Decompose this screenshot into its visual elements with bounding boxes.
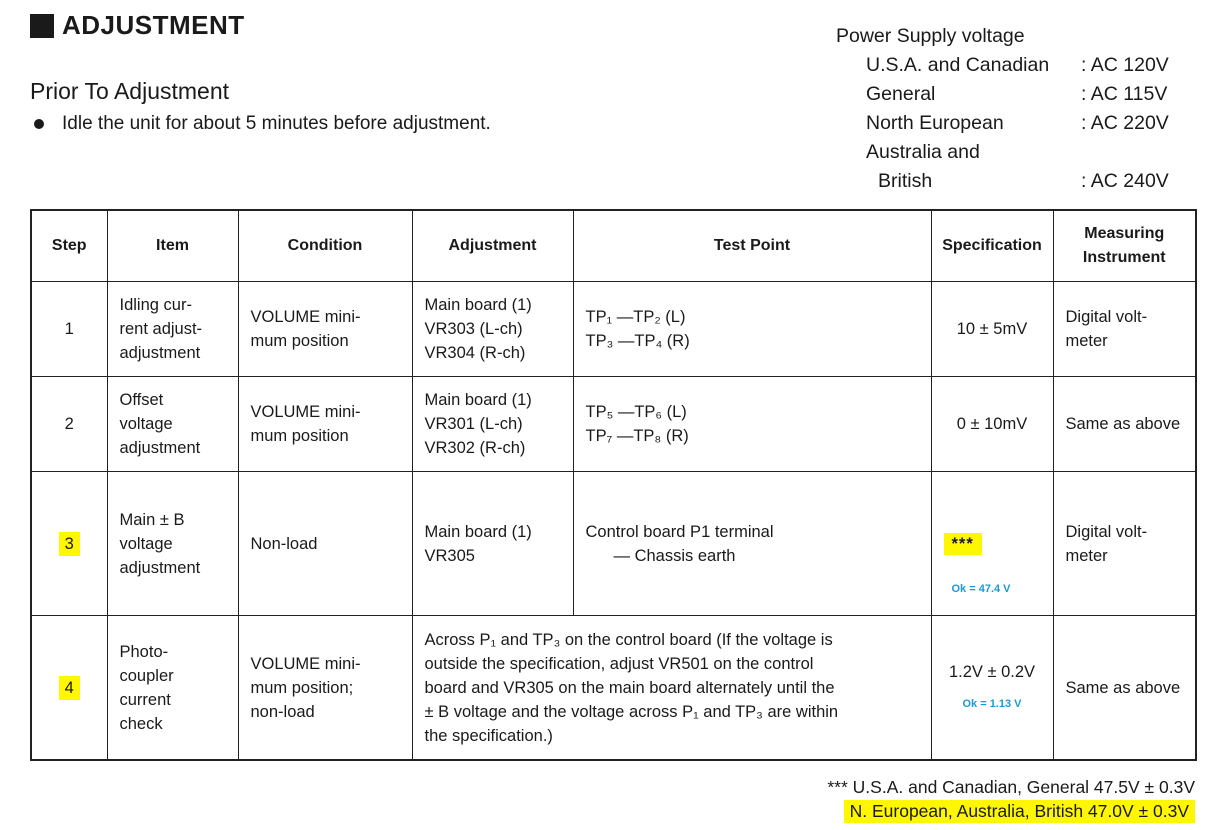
step-highlight: 3 [59, 532, 80, 556]
instrument-line: meter [1065, 546, 1108, 565]
page-title: ADJUSTMENT [62, 10, 245, 40]
header-condition: Condition [238, 210, 412, 282]
power-label: General [866, 83, 936, 105]
adjustment-line: ± B voltage and the voltage across P₁ and TP₃ are within [424, 702, 839, 721]
adjustment-cell [412, 282, 573, 377]
adjustment-line: Main board (1) [424, 296, 532, 314]
test-point-line: TP₃ —TP₄ (R) [585, 332, 690, 350]
condition-line: mum position; [250, 678, 354, 697]
power-value: : AC 240V [1081, 170, 1169, 192]
test-point-cell [573, 282, 931, 377]
power-label: North European [866, 112, 1004, 134]
adjustment-line: VR304 (R-ch) [424, 344, 526, 362]
power-row [836, 51, 1191, 80]
adjustment-line: board and VR305 on the main board alternately until the [424, 678, 835, 697]
power-value: : AC 220V [1081, 112, 1169, 134]
power-row [836, 80, 1191, 109]
adjustment-line: Across P₁ and TP₃ on the control board (If the voltage is [424, 630, 833, 649]
instrument-line: Digital volt- [1065, 522, 1148, 541]
instrument-cell: Same as above [1053, 616, 1196, 761]
instrument-cell [1053, 472, 1196, 616]
table-row [31, 472, 1196, 616]
step-cell [31, 616, 107, 761]
bullet-dot-icon [34, 119, 44, 129]
item-cell [107, 282, 238, 377]
condition-line: mum position [250, 332, 349, 350]
item-line: voltage [119, 415, 173, 433]
header-item: Item [107, 210, 238, 282]
power-row [836, 138, 1191, 167]
power-label: U.S.A. and Canadian [866, 54, 1050, 76]
bullet-text: Idle the unit for about 5 minutes before adjustment. [62, 113, 491, 134]
adjustment-line: Main board (1) [424, 391, 532, 409]
section-title [30, 10, 245, 41]
spec-cell: 10 ± 5mV [931, 282, 1053, 377]
power-supply-block [836, 22, 1191, 196]
adjustment-line: Main board (1) [424, 522, 532, 541]
condition-cell: Non-load [238, 472, 412, 616]
power-row [836, 109, 1191, 138]
test-point-cell [573, 472, 931, 616]
item-line: coupler [119, 666, 174, 685]
instrument-cell [1053, 282, 1196, 377]
header-adjustment: Adjustment [412, 210, 573, 282]
condition-cell [238, 377, 412, 472]
item-cell [107, 472, 238, 616]
spec-value: 1.2V ± 0.2V [948, 662, 1036, 681]
step-highlight: 4 [59, 676, 80, 700]
test-point-line: TP₇ —TP₈ (R) [585, 427, 689, 445]
adjustment-line: VR303 (L-ch) [424, 320, 523, 338]
spec-cell: 0 ± 10mV [931, 377, 1053, 472]
instrument-line: Digital volt- [1065, 308, 1148, 326]
item-line: adjustment [119, 558, 201, 577]
item-line: Main ± B [119, 510, 185, 529]
item-line: check [119, 714, 163, 733]
condition-line: non-load [250, 702, 315, 721]
item-line: Idling cur- [119, 296, 192, 314]
item-cell [107, 377, 238, 472]
item-line: rent adjust- [119, 320, 203, 338]
table-row [31, 616, 1196, 761]
power-row [836, 167, 1191, 196]
instrument-cell: Same as above [1053, 377, 1196, 472]
item-line: Photo- [119, 642, 169, 661]
spec-stars: *** [944, 533, 982, 555]
header-specification: Specification [931, 210, 1053, 282]
table-row [31, 377, 1196, 472]
adjustment-cell [412, 377, 573, 472]
test-point-line: TP₅ —TP₆ (L) [585, 403, 687, 421]
item-line: Offset [119, 391, 164, 409]
spec-note: Ok = 47.4 V [951, 583, 1011, 595]
test-point-cell [573, 377, 931, 472]
test-point-line: — Chassis earth [613, 546, 736, 565]
adjustment-line: VR305 [424, 546, 475, 565]
header-instrument [1053, 210, 1196, 282]
test-point-line: TP₁ —TP₂ (L) [585, 308, 686, 326]
step-cell [31, 472, 107, 616]
footnote-line2: N. European, Australia, British 47.0V ± 0.3V [844, 800, 1195, 823]
condition-line: VOLUME mini- [250, 654, 361, 673]
spec-cell [931, 616, 1053, 761]
power-value: : AC 120V [1081, 54, 1169, 76]
table-row [31, 282, 1196, 377]
instrument-line: meter [1065, 332, 1108, 350]
power-value: : AC 115V [1081, 83, 1168, 105]
header-test-point: Test Point [573, 210, 931, 282]
power-label: Australia and [866, 141, 980, 163]
header-instrument-line2: Instrument [1082, 249, 1166, 266]
adjustment-cell [412, 472, 573, 616]
condition-cell [238, 616, 412, 761]
spec-cell [931, 472, 1053, 616]
step-cell: 2 [31, 377, 107, 472]
condition-line: VOLUME mini- [250, 308, 361, 326]
merged-adjustment-cell [412, 616, 931, 761]
item-line: current [119, 690, 171, 709]
item-line: adjustment [119, 439, 201, 457]
title-square-icon [30, 14, 54, 38]
condition-cell [238, 282, 412, 377]
bullet-note [30, 113, 491, 135]
adjustment-table [30, 209, 1197, 761]
test-point-line: Control board P1 terminal [585, 522, 774, 541]
adjustment-line: VR301 (L-ch) [424, 415, 523, 433]
step-cell: 1 [31, 282, 107, 377]
spec-note: Ok = 1.13 V [962, 697, 1022, 710]
header-instrument-line1: Measuring [1084, 225, 1165, 242]
condition-line: VOLUME mini- [250, 403, 361, 421]
adjustment-line: VR302 (R-ch) [424, 439, 526, 457]
subtitle: Prior To Adjustment [30, 78, 230, 104]
table-header-row [31, 210, 1196, 282]
power-label: British [878, 170, 933, 192]
item-cell [107, 616, 238, 761]
header-step: Step [31, 210, 107, 282]
adjustment-line: the specification.) [424, 726, 553, 745]
adjustment-line: outside the specification, adjust VR501 on the control [424, 654, 814, 673]
item-line: voltage [119, 534, 173, 553]
power-supply-heading: Power Supply voltage [836, 25, 1025, 47]
condition-line: mum position [250, 427, 349, 445]
footnote-line1: *** U.S.A. and Canadian, General 47.5V ± 0.3V [827, 777, 1195, 797]
item-line: adjustment [119, 344, 201, 362]
